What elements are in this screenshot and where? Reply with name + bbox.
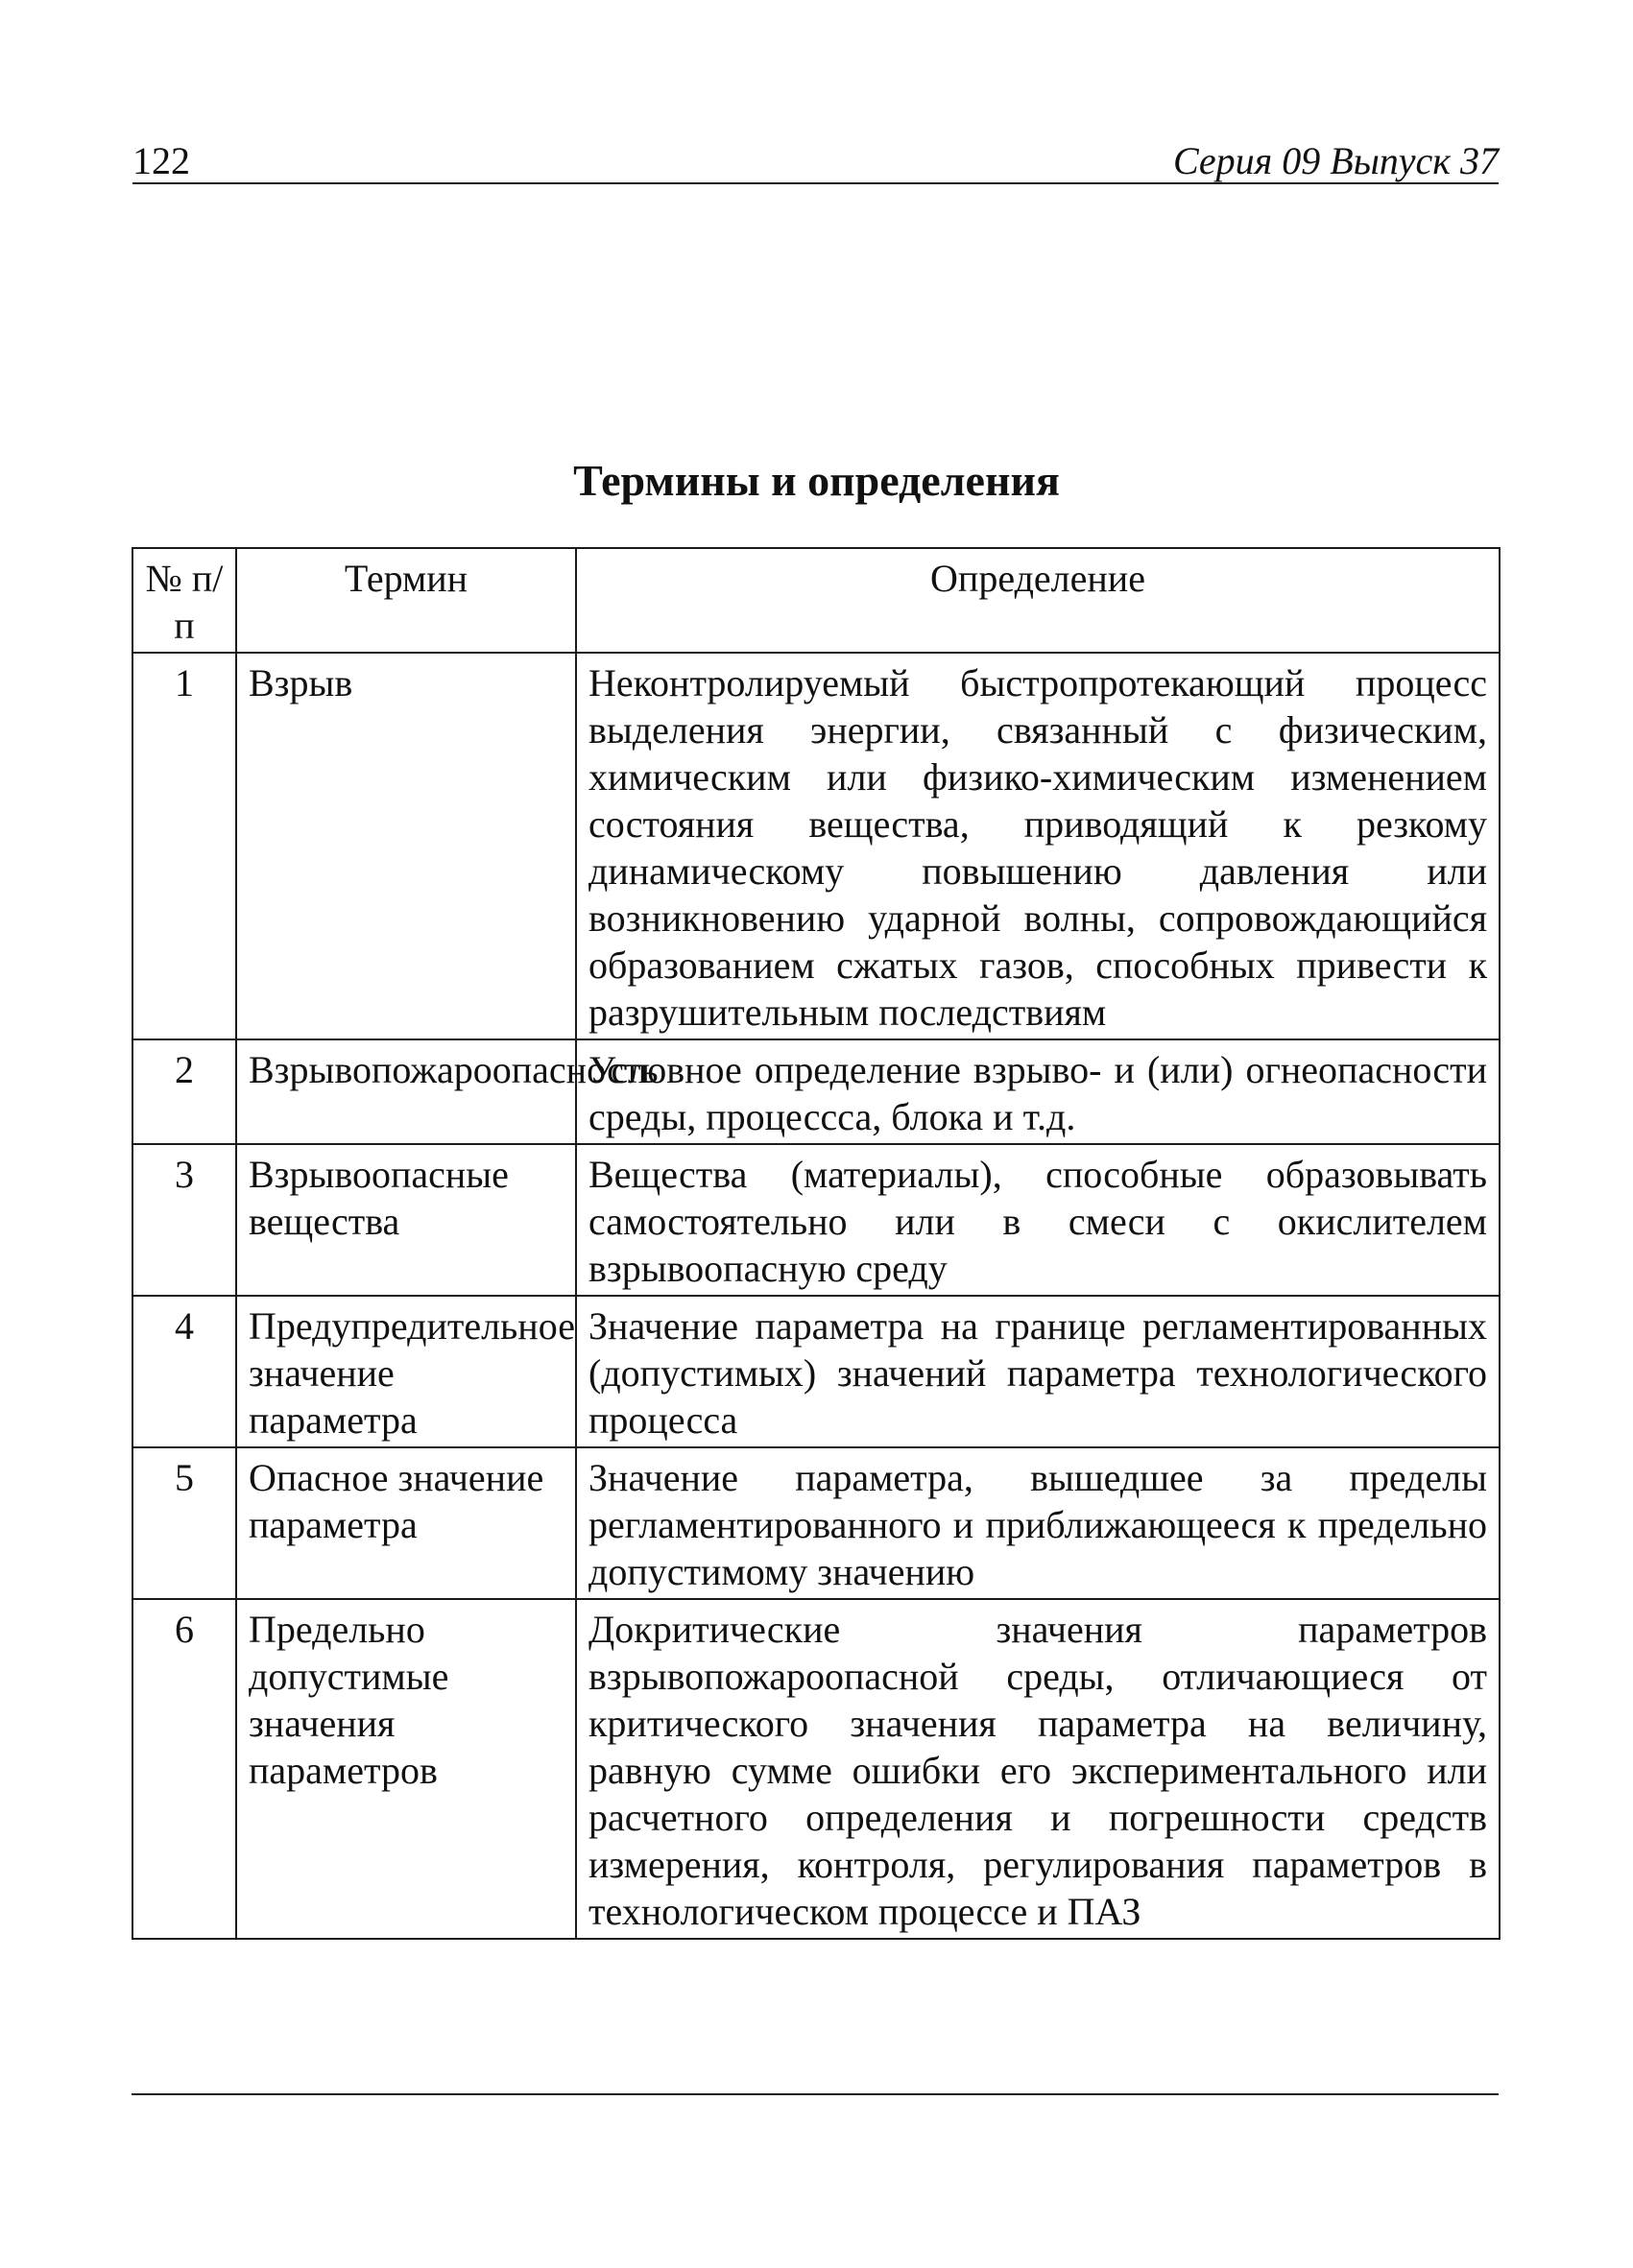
table-row xyxy=(132,1144,1500,1296)
row-definition: Докритические значения параметров взрывопожароопасной среды, отличающиеся от критического значения параметра на величину, равную сумме ошибки его экспериментального или расчетного определения и погрешности средств измерения, контроля, регулирования параметров в технологическом процессе и ПАЗ xyxy=(576,1599,1500,1939)
row-number: 5 xyxy=(132,1447,236,1599)
row-number: 6 xyxy=(132,1599,236,1939)
row-term: Предельно допустимые значения параметров xyxy=(236,1599,576,1939)
row-definition: Вещества (материалы), способные образовывать самостоятельно или в смеси с окислителем взрывоопасную среду xyxy=(576,1144,1500,1296)
row-term: Взрывопожароопасность xyxy=(236,1039,576,1144)
column-header-term: Термин xyxy=(236,548,576,653)
running-head: Серия 09 Выпуск 37 xyxy=(1172,139,1499,182)
table-row xyxy=(132,1447,1500,1599)
row-term: Опасное значение параметра xyxy=(236,1447,576,1599)
row-term: Предупредительное значение параметра xyxy=(236,1296,576,1447)
row-definition: Условное определение взрыво- и (или) огнеопасности среды, процессса, блока и т.д. xyxy=(576,1039,1500,1144)
row-number: 2 xyxy=(132,1039,236,1144)
page-header xyxy=(132,134,1499,184)
row-term: Взрывоопасные вещества xyxy=(236,1144,576,1296)
table-row xyxy=(132,1039,1500,1144)
row-definition: Значение параметра, вышедшее за пределы регламентированного и приближающееся к предельно допустимому значению xyxy=(576,1447,1500,1599)
row-term: Взрыв xyxy=(236,653,576,1039)
row-definition: Значение параметра на границе регламентированных (допустимых) значений параметра технологического процесса xyxy=(576,1296,1500,1447)
row-number: 4 xyxy=(132,1296,236,1447)
column-header-definition: Определение xyxy=(576,548,1500,653)
section-title: Термины и определения xyxy=(573,456,1060,505)
terms-table xyxy=(132,547,1501,1940)
table-row xyxy=(132,1599,1500,1939)
table-row xyxy=(132,1296,1500,1447)
row-number: 3 xyxy=(132,1144,236,1296)
row-definition: Неконтролируемый быстропротекающий процесс выделения энергии, связанный с физическим, химическим или физико-химическим изменением состояния вещества, приводящий к резкому динамическому повышению давления или возникновению ударной волны, сопровождающийся образованием сжатых газов, способных привести к разрушительным последствиям xyxy=(576,653,1500,1039)
page-number: 122 xyxy=(132,139,190,182)
footer-rule xyxy=(132,2093,1499,2095)
table-header-row xyxy=(132,548,1500,653)
row-number: 1 xyxy=(132,653,236,1039)
table-row xyxy=(132,653,1500,1039)
column-header-number: № п/п xyxy=(132,548,236,653)
